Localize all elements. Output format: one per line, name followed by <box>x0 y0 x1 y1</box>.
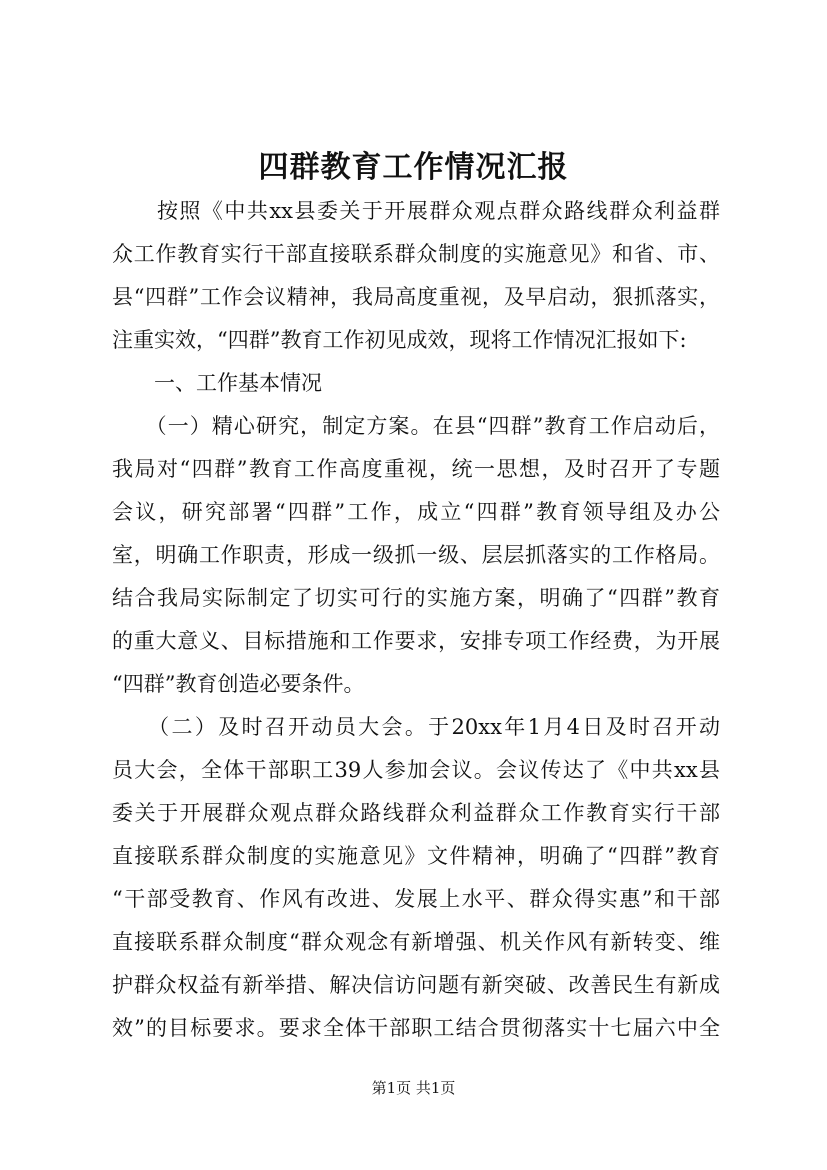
body-line: （二）及时召开动员大会。于20xx年1月4日及时召开动 <box>112 715 720 739</box>
page-title: 四群教育工作情况汇报 <box>258 150 569 185</box>
body-line: 注重实效，“四群”教育工作初见成效，现将工作情况汇报如下: <box>112 328 687 352</box>
body-line: 效”的目标要求。要求全体干部职工结合贯彻落实十七届六中全 <box>112 1016 720 1040</box>
body-line: 县“四群”工作会议精神，我局高度重视，及早启动，狠抓落实， <box>112 285 720 309</box>
page-footer: 第1页 共1页 <box>371 1079 456 1097</box>
body-line: “干部受教育、作风有改进、发展上水平、群众得实惠”和干部 <box>112 887 720 911</box>
body-line: 我局对“四群”教育工作高度重视，统一思想，及时召开了专题 <box>112 457 720 481</box>
body-line: 委关于开展群众观点群众路线群众利益群众工作教育实行干部 <box>112 801 720 825</box>
body-line: 的重大意义、目标措施和工作要求，安排专项工作经费，为开展 <box>112 629 720 653</box>
body-line: 结合我局实际制定了切实可行的实施方案，明确了“四群”教育 <box>112 586 720 610</box>
body-line: 护群众权益有新举措、解决信访问题有新突破、改善民生有新成 <box>112 973 720 997</box>
body-line: 室，明确工作职责，形成一级抓一级、层层抓落实的工作格局。 <box>112 543 720 567</box>
body-line: 按照《中共xx县委关于开展群众观点群众路线群众利益群 <box>112 199 720 223</box>
body-line: （一）精心研究，制定方案。在县“四群”教育工作启动后， <box>112 414 720 438</box>
body-line: 会议，研究部署“四群”工作，成立“四群”教育领导组及办公 <box>112 500 720 524</box>
body-line: 直接联系群众制度“群众观念有新增强、机关作风有新转变、维 <box>112 930 720 954</box>
body-line: 众工作教育实行干部直接联系群众制度的实施意见》和省、市、 <box>112 242 720 266</box>
body-line: “四群”教育创造必要条件。 <box>112 672 365 696</box>
section-heading: 一、工作基本情况 <box>112 371 322 395</box>
body-line: 员大会，全体干部职工39人参加会议。会议传达了《中共xx县 <box>112 758 720 782</box>
body-line: 直接联系群众制度的实施意见》文件精神，明确了“四群”教育 <box>112 844 720 868</box>
